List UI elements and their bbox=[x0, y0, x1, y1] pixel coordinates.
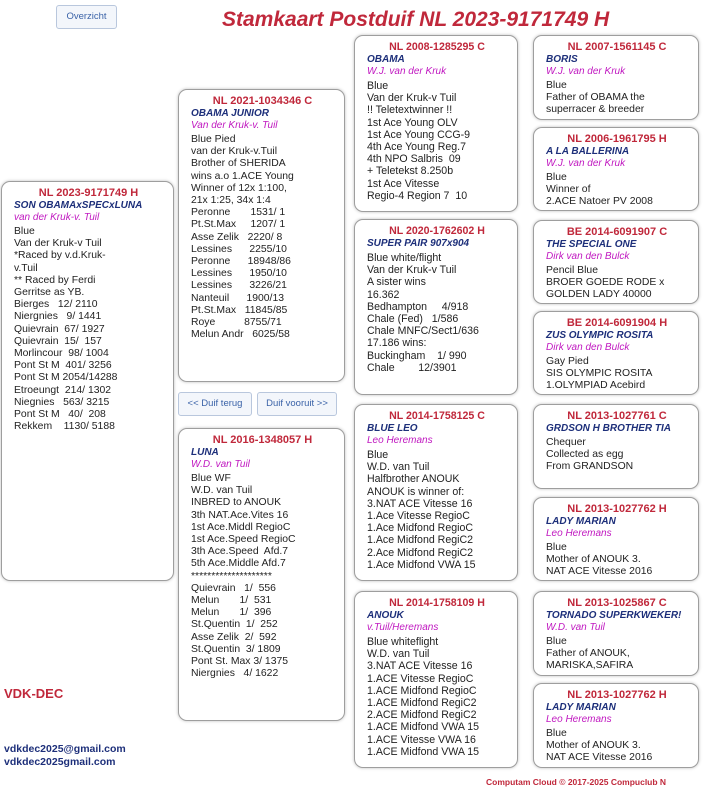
info-line: From GRANDSON bbox=[546, 461, 634, 473]
info-line: Melun Andr 6025/58 bbox=[191, 329, 290, 341]
email-link-1[interactable]: vdkdec2025@gmail.com bbox=[4, 743, 126, 755]
info-line: Gay Pied bbox=[546, 356, 589, 367]
info-line: superracer & breeder bbox=[546, 104, 645, 116]
pigeon-name: OBAMA JUNIOR bbox=[191, 108, 269, 119]
pigeon-card-dam-sire[interactable] bbox=[354, 404, 518, 581]
info-line: Asse Zelik 2/ 592 bbox=[191, 631, 277, 643]
info-line: Blue bbox=[367, 80, 389, 92]
ring-number: NL 2007-1561145 C bbox=[567, 41, 667, 53]
pigeon-card-dds[interactable] bbox=[533, 591, 699, 676]
info-line: 2.ACE Natoer PV 2008 bbox=[546, 196, 653, 208]
info-line: Pt.St.Max 11845/85 bbox=[191, 304, 288, 316]
pigeon-name: ZUS OLYMPIC ROSITA bbox=[546, 330, 654, 341]
info-line: Blue bbox=[546, 636, 567, 647]
page-title: Stamkaart Postduif NL 2023-9171749 H bbox=[222, 8, 610, 31]
breeder-name: Dirk van den Bulck bbox=[546, 342, 630, 353]
info-line: Blue bbox=[546, 728, 567, 739]
info-line: Blue bbox=[14, 226, 35, 237]
info-line: Pont St M 401/ 3256 bbox=[14, 360, 112, 372]
info-line: Pont St M 2054/14288 bbox=[14, 372, 118, 384]
info-line: Chale MNFC/Sect1/636 bbox=[367, 325, 479, 338]
info-line: GOLDEN LADY 40000 bbox=[546, 289, 652, 301]
info-line: Brother of SHERIDA bbox=[191, 158, 286, 170]
pigeon-name: TORNADO SUPERKWEKER! bbox=[546, 610, 682, 621]
pigeon-card-sire[interactable] bbox=[178, 89, 345, 382]
info-line: Lessines 1950/10 bbox=[191, 268, 287, 280]
info-line: BROER GOEDE RODE x bbox=[546, 277, 665, 289]
info-line: Nanteuil 1900/13 bbox=[191, 292, 285, 304]
info-line: St.Quentin 1/ 252 bbox=[191, 619, 278, 631]
email-link-2[interactable]: vdkdec2025gmail.com bbox=[4, 756, 116, 768]
info-line: Lessines 2255/10 bbox=[191, 243, 287, 255]
info-line: Melun 1/ 396 bbox=[191, 607, 272, 619]
info-line: 1st Ace Vitesse bbox=[367, 177, 440, 190]
footer-copyright: Computam Cloud © 2017-2025 Compuclub N bbox=[486, 777, 667, 787]
info-line: Blue bbox=[546, 172, 567, 183]
pigeon-card-ddd[interactable] bbox=[533, 683, 699, 768]
info-line: 1.ACE Midfond VWA 15 bbox=[367, 745, 480, 758]
info-line: Chale 12/3901 bbox=[367, 361, 457, 374]
info-line: Bierges 12/ 2110 bbox=[14, 299, 98, 311]
breeder-name: Leo Heremans bbox=[546, 528, 612, 539]
info-line: + Teletekst 8.250b bbox=[367, 165, 454, 178]
pigeon-name: OBAMA bbox=[367, 54, 405, 65]
ring-number: NL 2016-1348057 H bbox=[212, 434, 313, 446]
info-line: 3th NAT.Ace.Vites 16 bbox=[191, 509, 289, 521]
info-line: Niergnies 9/ 1441 bbox=[14, 311, 102, 323]
info-line: *Raced by v.d.Kruk- bbox=[14, 250, 106, 262]
pigeon-name: LUNA bbox=[191, 447, 219, 458]
info-line: 1st Ace.Middl RegioC bbox=[191, 521, 291, 533]
info-line: Buckingham 1/ 990 bbox=[367, 349, 467, 362]
info-line: Etroeungt 214/ 1302 bbox=[14, 384, 112, 396]
info-line: ** Raced by Ferdi bbox=[14, 274, 96, 286]
info-line: Blue Pied bbox=[191, 134, 236, 145]
info-line: ANOUK is winner of: bbox=[367, 485, 465, 498]
ring-number: NL 2013-1025867 C bbox=[567, 597, 667, 609]
info-line: Pont St M 40/ 208 bbox=[14, 409, 106, 421]
ring-number: NL 2014-1758125 C bbox=[389, 410, 485, 422]
ring-number: BE 2014-6091907 C bbox=[566, 226, 668, 238]
info-line: 1.ACE Vitesse VWA 16 bbox=[367, 733, 476, 746]
info-line: 4th Ace Young Reg.7 bbox=[367, 141, 466, 154]
info-line: NAT ACE Vitesse 2016 bbox=[546, 752, 653, 764]
info-line: Roye 8755/71 bbox=[191, 317, 282, 329]
info-line: 2.ACE Midfond RegiC2 bbox=[367, 709, 477, 722]
info-line: Quievrain 15/ 157 bbox=[14, 335, 102, 347]
ring-number: NL 2013-1027762 H bbox=[567, 689, 667, 701]
info-line: Halfbrother ANOUK bbox=[367, 473, 460, 486]
pigeon-card-sire-dam[interactable] bbox=[354, 219, 518, 395]
info-line: 1.ACE Midfond VWA 15 bbox=[367, 721, 480, 734]
ring-number: NL 2023-9171749 H bbox=[38, 187, 139, 199]
info-line: Van der Kruk-v Tuil bbox=[367, 92, 457, 105]
previous-pigeon-button[interactable]: << Duif terug bbox=[178, 392, 252, 416]
ring-number: NL 2013-1027761 C bbox=[567, 410, 667, 422]
info-line: Asse Zelik 2220/ 8 bbox=[191, 231, 283, 243]
ring-number: NL 2021-1034346 C bbox=[212, 95, 313, 107]
info-line: St.Quentin 3/ 1809 bbox=[191, 643, 281, 655]
info-line: W.D. van Tuil bbox=[367, 648, 430, 661]
info-line: MARISKA,SAFIRA bbox=[546, 660, 634, 672]
pigeon-card-sdd[interactable] bbox=[533, 311, 699, 395]
info-line: Niegnies 563/ 3215 bbox=[14, 396, 110, 408]
info-line: Blue whiteflight bbox=[367, 636, 439, 648]
breeder-name: Leo Heremans bbox=[367, 435, 433, 446]
info-line: SIS OLYMPIC ROSITA bbox=[546, 368, 653, 380]
info-line: 21x 1:25, 34x 1:4 bbox=[191, 195, 271, 207]
info-line: Peronne 18948/86 bbox=[191, 256, 291, 268]
breeder-name: Leo Heremans bbox=[546, 714, 612, 725]
info-line: Peronne 1531/ 1 bbox=[191, 207, 286, 219]
pigeon-name: ANOUK bbox=[367, 610, 404, 621]
info-line: Quievrain 67/ 1927 bbox=[14, 323, 105, 335]
pigeon-name: LADY MARIAN bbox=[546, 702, 616, 713]
info-line: Quievrain 1/ 556 bbox=[191, 582, 276, 594]
info-line: 2.Ace Midfond RegiC2 bbox=[367, 546, 473, 559]
pigeon-name: THE SPECIAL ONE bbox=[546, 239, 637, 250]
ring-number: BE 2014-6091904 H bbox=[566, 317, 668, 329]
info-line: Chequer bbox=[546, 437, 586, 448]
breeder-name: Dirk van den Bulck bbox=[546, 251, 630, 262]
info-line: 1.ACE Midfond RegioC bbox=[367, 684, 477, 697]
info-line: 1.Ace Midfond RegiC2 bbox=[367, 534, 473, 547]
info-line: Father of OBAMA the bbox=[546, 92, 645, 104]
pigeon-card-ssd[interactable] bbox=[533, 127, 699, 211]
info-line: 1st Ace Young OLV bbox=[367, 116, 458, 129]
next-pigeon-button[interactable]: Duif vooruit >> bbox=[257, 392, 337, 416]
breeder-name: W.J. van der Kruk bbox=[546, 66, 626, 77]
info-line: Winner of 12x 1:100, bbox=[191, 182, 287, 194]
info-line: Melun 1/ 531 bbox=[191, 595, 272, 607]
info-line: Rekkem 1130/ 5188 bbox=[14, 421, 115, 433]
pigeon-name: BORIS bbox=[546, 54, 578, 65]
info-line: Blue white/flight bbox=[367, 252, 442, 264]
info-line: 1.Ace Midfond VWA 15 bbox=[367, 558, 476, 571]
info-line: 17.186 wins: bbox=[367, 337, 427, 350]
breeder-name: v.Tuil/Heremans bbox=[367, 622, 439, 633]
info-line: Gerritse as YB. bbox=[14, 287, 85, 299]
info-line: 4th NPO Salbris 09 bbox=[367, 153, 461, 166]
info-line: 16.362 bbox=[367, 288, 400, 301]
info-line: !! Teletextwinner !! bbox=[367, 104, 453, 117]
info-line: 1st Ace.Speed RegioC bbox=[191, 534, 296, 546]
info-line: Lessines 3226/21 bbox=[191, 280, 287, 292]
pigeon-name: SON OBAMAxSPECxLUNA bbox=[14, 200, 143, 211]
ring-number: NL 2006-1961795 H bbox=[567, 133, 667, 145]
pigeon-card-dam[interactable] bbox=[178, 428, 345, 721]
info-line: Van der Kruk-v Tuil bbox=[14, 238, 102, 250]
breeder-name: W.J. van der Kruk bbox=[546, 158, 626, 169]
pigeon-card-dam-dam[interactable] bbox=[354, 591, 518, 768]
brand-label: VDK-DEC bbox=[4, 686, 64, 701]
info-line: Mother of ANOUK 3. bbox=[546, 740, 641, 752]
pigeon-name: SUPER PAIR 907x904 bbox=[367, 238, 470, 249]
info-line: Blue bbox=[367, 449, 389, 461]
info-line: W.D. van Tuil bbox=[367, 461, 430, 474]
info-line: A sister wins bbox=[367, 276, 426, 289]
info-line: Van der Kruk-v Tuil bbox=[367, 264, 457, 277]
info-line: Regio-4 Region 7 10 bbox=[367, 189, 468, 202]
info-line: 1.ACE Midfond RegiC2 bbox=[367, 697, 477, 710]
info-line: 1.Ace Vitesse RegioC bbox=[367, 510, 470, 523]
pigeon-card-sire-sire[interactable] bbox=[354, 35, 518, 212]
info-line: NAT ACE Vitesse 2016 bbox=[546, 566, 653, 578]
ring-number: NL 2020-1762602 H bbox=[389, 225, 485, 237]
info-line: 3th Ace.Speed Afd.7 bbox=[191, 546, 289, 558]
info-line: ******************** bbox=[191, 570, 272, 582]
pigeon-name: A LA BALLERINA bbox=[546, 146, 630, 157]
info-line: W.D. van Tuil bbox=[191, 485, 253, 497]
info-line: Pt.St.Max 1207/ 1 bbox=[191, 219, 286, 231]
info-line: Collected as egg bbox=[546, 449, 624, 461]
info-line: 1.Ace Midfond RegioC bbox=[367, 522, 473, 535]
info-line: Blue bbox=[546, 542, 567, 553]
pigeon-card-sds[interactable] bbox=[533, 220, 699, 304]
info-line: Winner of bbox=[546, 184, 591, 196]
overview-button[interactable]: Overzicht bbox=[56, 5, 117, 29]
info-line: INBRED to ANOUK bbox=[191, 497, 282, 509]
pigeon-card-dsd[interactable] bbox=[533, 497, 699, 581]
info-line: Niergnies 4/ 1622 bbox=[191, 668, 279, 680]
info-line: van der Kruk-v.Tuil bbox=[191, 146, 278, 158]
info-line: Mother of ANOUK 3. bbox=[546, 554, 641, 566]
info-line: v.Tuil bbox=[14, 262, 38, 274]
ring-number: NL 2014-1758109 H bbox=[389, 597, 485, 609]
breeder-name: Van der Kruk-v. Tuil bbox=[191, 120, 278, 131]
info-line: Bedhampton 4/918 bbox=[367, 300, 469, 313]
breeder-name: W.D. van Tuil bbox=[546, 622, 605, 633]
info-line: Blue WF bbox=[191, 473, 231, 484]
pigeon-card-subject[interactable] bbox=[1, 181, 174, 581]
info-line: Blue bbox=[546, 80, 567, 91]
info-line: 1st Ace Young CCG-9 bbox=[367, 128, 471, 141]
info-line: Chale (Fed) 1/586 bbox=[367, 313, 459, 326]
info-line: Pencil Blue bbox=[546, 265, 598, 276]
info-line: Pont St. Max 3/ 1375 bbox=[191, 656, 289, 668]
breeder-name: W.J. van der Kruk bbox=[367, 66, 447, 77]
ring-number: NL 2008-1285295 C bbox=[389, 41, 485, 53]
pigeon-name: BLUE LEO bbox=[367, 423, 418, 434]
info-line: wins a.o 1.ACE Young bbox=[191, 170, 294, 182]
breeder-name: W.D. van Tuil bbox=[191, 459, 250, 470]
info-line: Morlincour 98/ 1004 bbox=[14, 348, 109, 360]
pigeon-card-dss[interactable] bbox=[533, 404, 699, 489]
info-line: 5th Ace.Middle Afd.7 bbox=[191, 558, 286, 570]
info-line: 3.NAT ACE Vitesse 16 bbox=[367, 660, 473, 673]
pigeon-card-sss[interactable] bbox=[533, 35, 699, 120]
info-line: Father of ANOUK, bbox=[546, 648, 630, 660]
ring-number: NL 2013-1027762 H bbox=[567, 503, 667, 515]
pigeon-name: GRDSON H BROTHER TIA bbox=[546, 423, 671, 434]
pigeon-name: LADY MARIAN bbox=[546, 516, 616, 527]
info-line: 3.NAT ACE Vitesse 16 bbox=[367, 497, 473, 510]
info-line: 1.ACE Vitesse RegioC bbox=[367, 672, 474, 685]
info-line: 1.OLYMPIAD Acebird bbox=[546, 380, 646, 392]
breeder-name: van der Kruk-v. Tuil bbox=[14, 212, 100, 223]
